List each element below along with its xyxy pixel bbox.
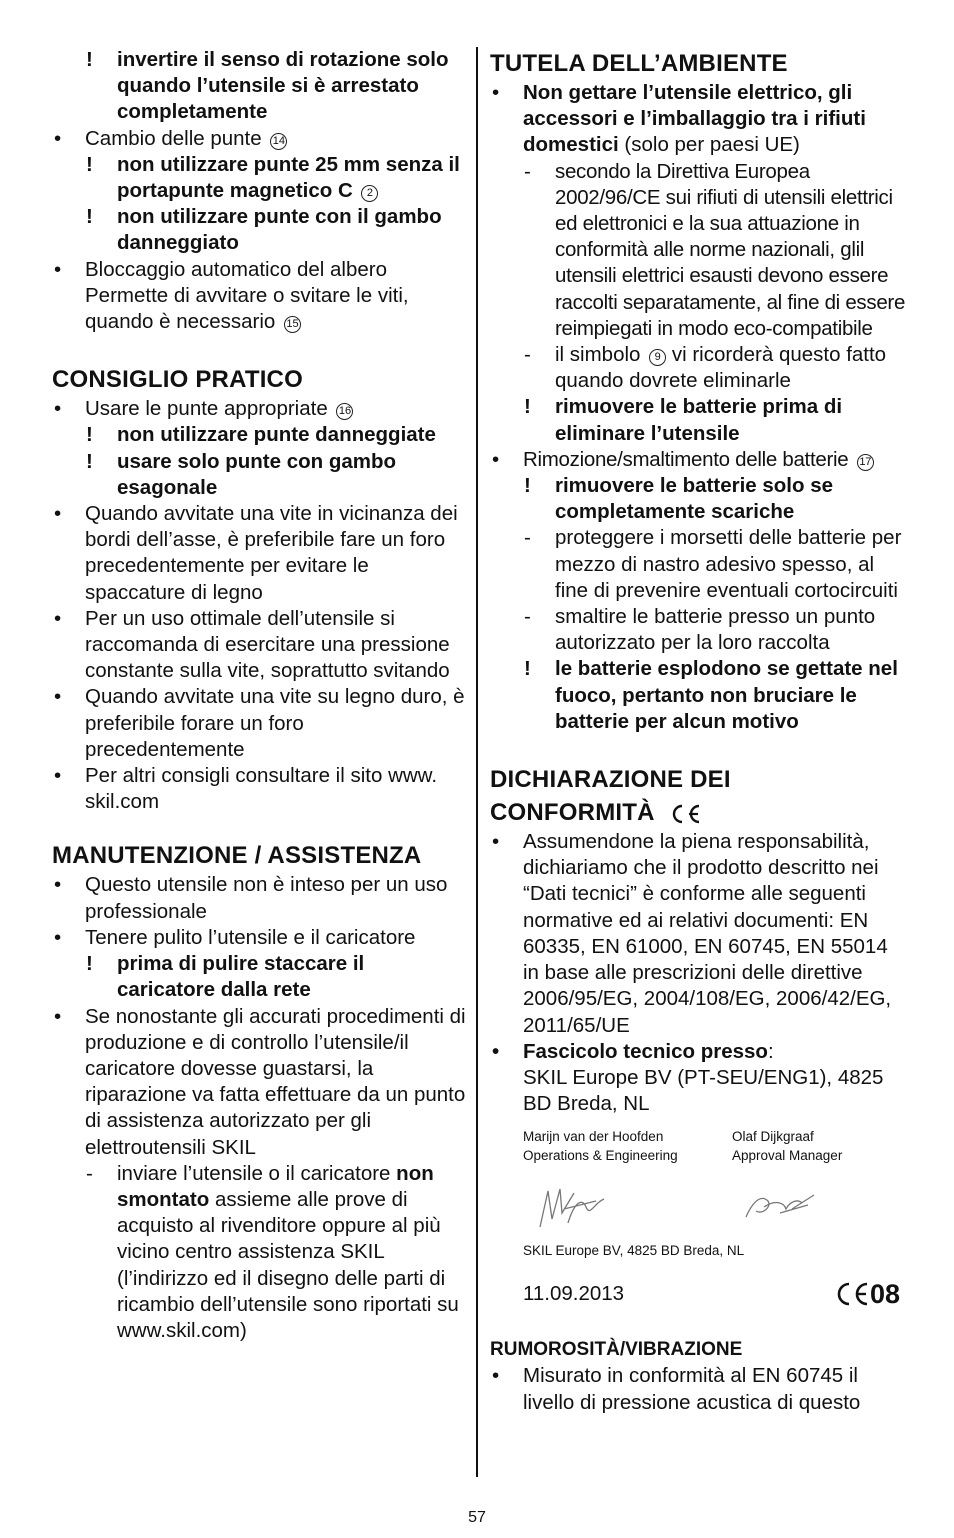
bullet-item: • Questo utensile non è inteso per un uso professionale <box>54 873 448 923</box>
right-column <box>490 47 908 1416</box>
figure-ref: 17 <box>857 454 874 471</box>
section-heading: MANUTENZIONE / ASSISTENZA <box>52 842 422 870</box>
ce-year-mark: 08 <box>835 1277 900 1311</box>
bullet-item: • Fascicolo tecnico presso: SKIL Europe BV (PT-SEU/ENG1), 4825 BD Breda, NL <box>492 1039 884 1116</box>
bullet-item: • Assumendone la piena responsabilità, dichiariamo che il prodotto descritto nei “Dati tecnici” è conforme alle seguenti normative ed ai relativi documenti: EN 60335, EN 61000, EN 60745, EN 55014 in base alle prescrizioni delle direttive 2006/95/EG, 2004/108/EG, 2006/42/EG, 2011/65/UE <box>492 830 892 1037</box>
figure-ref: 15 <box>284 316 301 333</box>
ce-mark-icon <box>835 1281 869 1307</box>
warning-item: ! usare solo punte con gambo esagonale <box>86 449 397 499</box>
column-divider <box>476 47 478 1477</box>
signature-block <box>490 1127 908 1277</box>
page-number: 57 <box>468 1509 486 1526</box>
signature-icon <box>534 1183 614 1233</box>
signature-icon <box>742 1189 818 1223</box>
warning-item: ! invertire il senso di rotazione solo quando l’utensile si è arrestato completamente <box>86 48 449 124</box>
section-heading: RUMOROSITÀ/VIBRAZIONE <box>490 1339 743 1361</box>
company-address: SKIL Europe BV, 4825 BD Breda, NL <box>523 1243 745 1259</box>
bullet-item: • Se nonostante gli accurati procedimenti di produzione e di controllo l’utensile/il caricatore dovesse guastarsi, la riparazione va fatta effettuare da un punto di assistenza autorizzato per gli elettroutensili SKIL <box>54 1004 466 1159</box>
section-heading: CONSIGLIO PRATICO <box>52 366 303 394</box>
bullet-item: • Bloccaggio automatico del albero Permette di avvitare o svitare le viti, quando è necessario 15 <box>54 257 409 334</box>
warning-item: ! non utilizzare punte con il gambo danneggiato <box>86 205 442 255</box>
warning-item: ! le batterie esplodono se gettate nel fuoco, pertanto non bruciare le batterie per alcun motivo <box>524 657 898 733</box>
bullet-item: • Usare le punte appropriate 16 <box>52 396 467 422</box>
declaration-date-row <box>490 1277 908 1311</box>
section-heading: DICHIARAZIONE DEI CONFORMITÀ <box>490 766 731 827</box>
declaration-date: 11.09.2013 <box>523 1282 625 1306</box>
bullet-item: • Non gettare l’utensile elettrico, gli accessori e l’imballaggio tra i rifiuti domestici (solo per paesi UE) <box>492 81 866 157</box>
bullet-item: • Quando avvitate una vite in vicinanza dei bordi dell’asse, è preferibile fare un foro precedentemente per evitare le spaccature di legno <box>54 502 458 604</box>
ce-mark-icon <box>668 803 702 825</box>
dash-item: - proteggere i morsetti delle batterie per mezzo di nastro adesivo spesso, al fine di prevenire eventuali cortocircuiti <box>524 526 902 602</box>
warning-item: ! non utilizzare punte danneggiate <box>86 423 436 447</box>
dash-item: - inviare l’utensile o il caricatore non smontato assieme alle prove di acquisto al rivenditore oppure al più vicino centro assistenza SKIL (l’indirizzo ed il disegno delle parti di ricambio dell’utensile sono riportati su www.skil.com) <box>86 1161 459 1342</box>
bullet-item: • Cambio delle punte 14 <box>52 126 467 152</box>
figure-ref: 16 <box>336 403 353 420</box>
bullet-item: • Tenere pulito l’utensile e il caricatore <box>54 925 416 949</box>
section-heading: TUTELA DELL’AMBIENTE <box>490 50 788 77</box>
figure-ref: 2 <box>361 185 378 202</box>
figure-ref: 9 <box>649 349 666 366</box>
warning-item: ! non utilizzare punte 25 mm senza il portapunte magnetico C 2 <box>86 152 460 203</box>
signatory-name: Marijn van der Hoofden <box>523 1129 664 1145</box>
bullet-item: • Per altri consigli consultare il sito www. skil.com <box>54 764 438 814</box>
bullet-item: • Misurato in conformità al EN 60745 il livello di pressione acustica di questo <box>492 1364 861 1414</box>
dash-item: - smaltire le batterie presso un punto autorizzato per la loro raccolta <box>524 605 876 655</box>
warning-item: ! rimuovere le batterie prima di eliminare l’utensile <box>524 395 843 445</box>
left-column <box>52 47 467 1344</box>
figure-ref: 14 <box>270 133 287 150</box>
bullet-item: • Rimozione/smaltimento delle batterie 17 <box>490 447 908 473</box>
bullet-item: • Quando avvitate una vite su legno duro, è preferibile forare un foro precedentemente <box>54 685 465 761</box>
warning-item: ! prima di pulire staccare il caricatore dalla rete <box>86 952 365 1002</box>
signatory-title: Operations & Engineering <box>523 1148 678 1164</box>
warning-item: ! rimuovere le batterie solo se completamente scariche <box>524 474 834 524</box>
dash-item: - secondo la Direttiva Europea 2002/96/CE sui rifiuti di utensili elettrici ed elettronici e la sua attuazione in conformità alle norme nazionali, glil utensili elettrici esausti devono essere raccolti separatamente, al fine di essere reimpiegati in modo eco-compatibile <box>524 159 906 340</box>
dash-item: - il simbolo 9 vi ricorderà questo fatto quando dovrete eliminarle <box>524 343 887 393</box>
signatory-title: Approval Manager <box>732 1148 843 1164</box>
bullet-item: • Per un uso ottimale dell’utensile si raccomanda di esercitare una pressione constante sulla vite, soprattutto svitando <box>54 606 450 683</box>
signatory-name: Olaf Dijkgraaf <box>732 1129 814 1145</box>
